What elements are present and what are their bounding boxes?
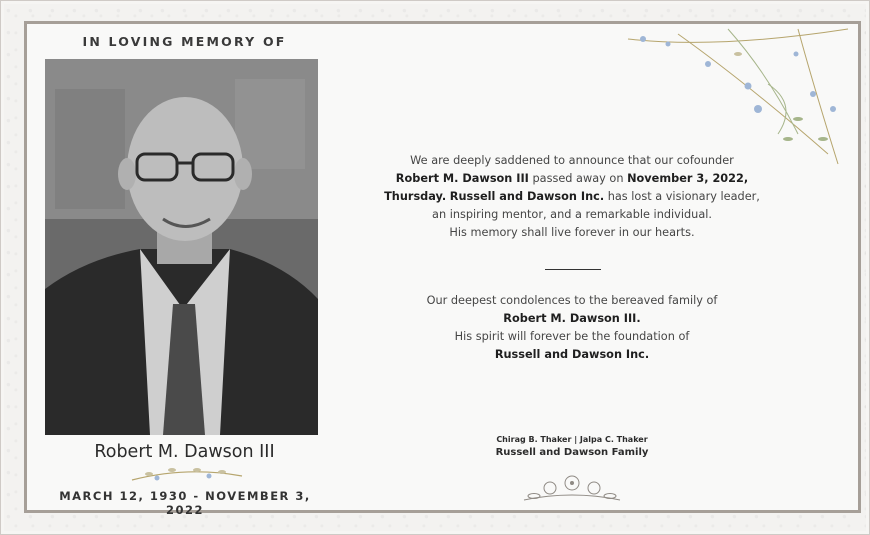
announcement-line-3: [367, 188, 777, 206]
announcement-company: Russell and Dawson Inc.: [449, 190, 605, 203]
condolence-line-1: Our deepest condolences to the bereaved family of: [426, 294, 718, 307]
announcement-day: Thursday.: [384, 190, 447, 203]
inner-frame: [24, 21, 861, 517]
signatory-family: Russell and Dawson Family: [495, 447, 649, 458]
announcement-date: November 3, 2022,: [627, 172, 749, 185]
announcement-line-1: We are deeply saddened to announce that our cofounder: [410, 154, 734, 167]
announcement-passed-text: passed away on: [528, 172, 628, 185]
deceased-name: Robert M. Dawson III: [94, 442, 275, 462]
announcement-message: [367, 152, 777, 242]
life-dates: MARCH 12, 1930 - NOVEMBER 3, 2022: [59, 489, 311, 517]
portrait-illustration: [45, 59, 318, 435]
portrait-photo: [45, 59, 318, 435]
condolence-line-3: His spirit will forever be the foundation of: [454, 330, 690, 343]
memorial-heading: IN LOVING MEMORY OF: [82, 34, 287, 49]
condolence-message: [367, 292, 777, 364]
condolence-company: Russell and Dawson Inc.: [494, 348, 650, 361]
condolence-name: Robert M. Dawson III.: [503, 312, 641, 325]
announcement-line-4: an inspiring mentor, and a remarkable individual.: [432, 208, 712, 221]
condolence-line-2: [367, 310, 777, 328]
condolence-line-4: [367, 346, 777, 364]
signatory-names: Chirag B. Thaker | Jalpa C. Thaker: [496, 435, 648, 444]
announcement-line-5: His memory shall live forever in our hearts.: [449, 226, 695, 239]
announcement-leader-text: has lost a visionary leader,: [604, 190, 760, 203]
bottom-floral-ornament: [520, 472, 624, 506]
announcement-name: Robert M. Dawson III: [395, 172, 529, 185]
sprig-ornament: [127, 462, 247, 486]
announcement-line-2: [367, 170, 777, 188]
section-divider: [545, 269, 601, 270]
